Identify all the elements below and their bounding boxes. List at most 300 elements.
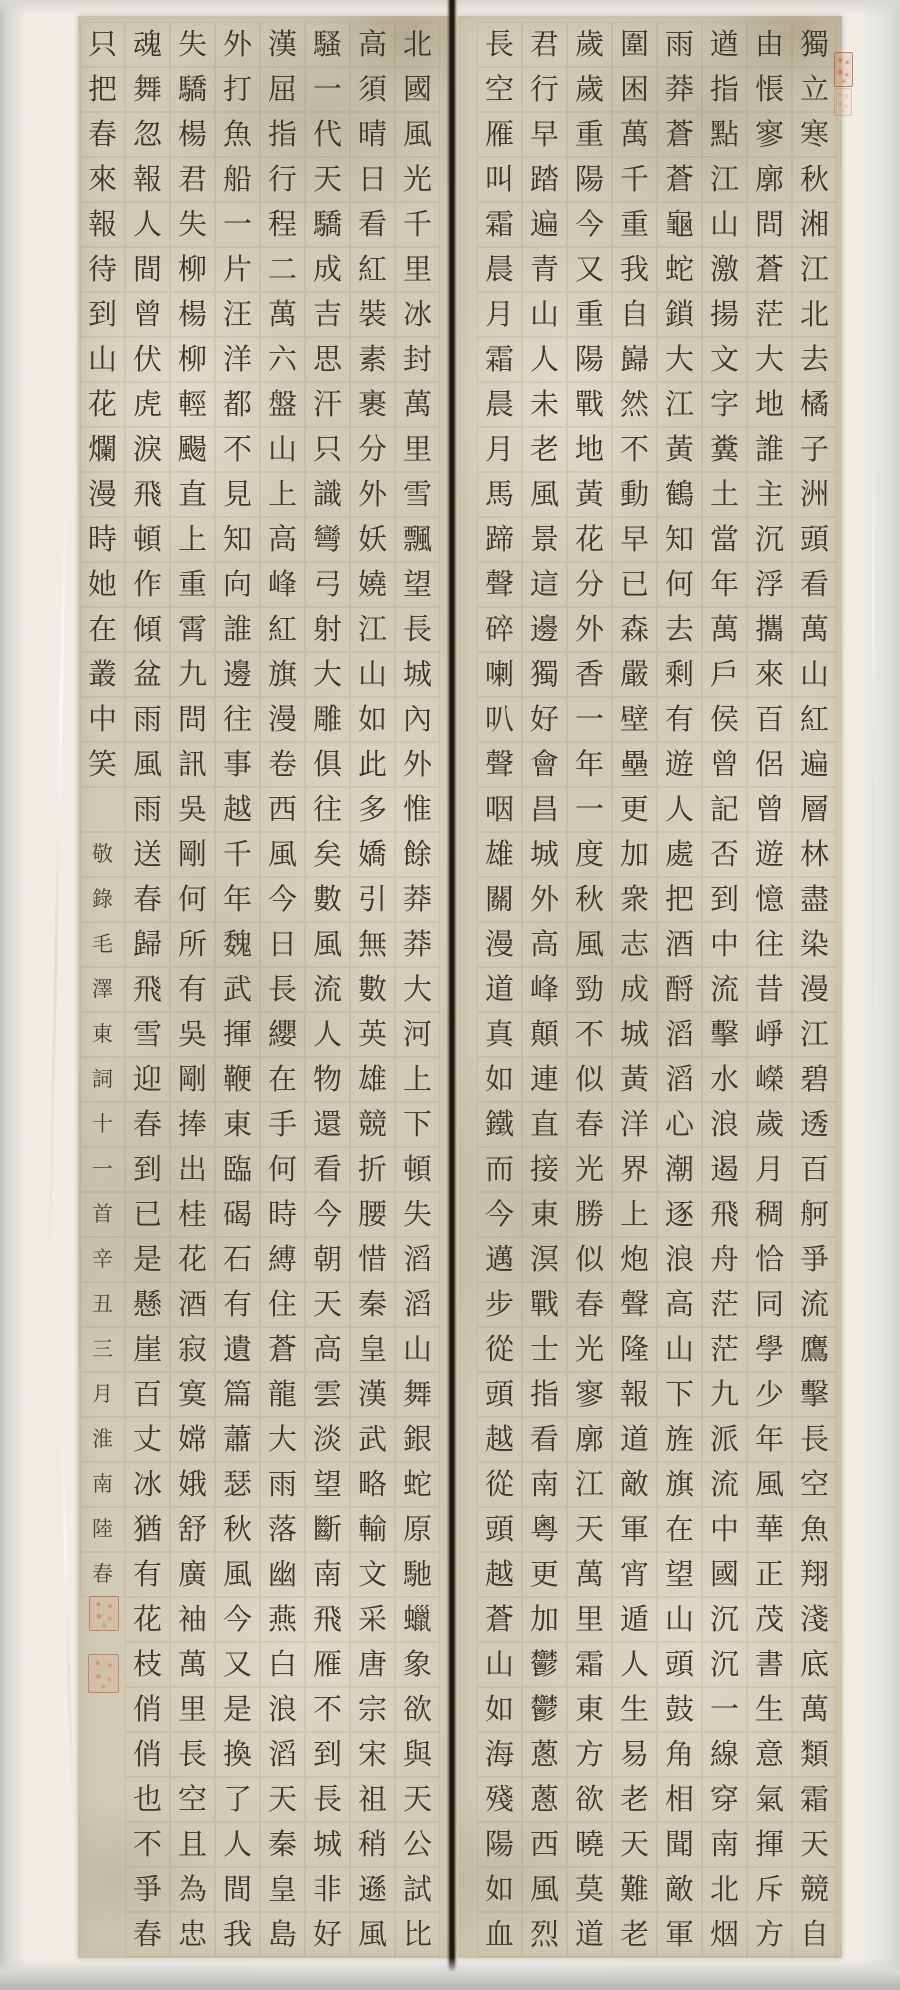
calligraphy-char: 今 [305,1192,350,1237]
calligraphy-char: 失 [170,202,215,247]
calligraphy-char: 壁 [612,697,657,742]
calligraphy-char: 空 [477,67,522,112]
calligraphy-char: 炮 [612,1237,657,1282]
calligraphy-char: 上 [612,1192,657,1237]
calligraphy-char: 咽 [477,787,522,832]
calligraphy-char: 笑 [80,742,125,787]
calligraphy-char: 稠 [747,1192,792,1237]
calligraphy-char: 歲 [567,22,612,67]
calligraphy-char: 城 [305,1822,350,1867]
calligraphy-char: 裝 [350,292,395,337]
calligraphy-char: 景 [522,517,567,562]
calligraphy-char: 風 [395,112,440,157]
calligraphy-char: 鎖 [657,292,702,337]
calligraphy-char: 輸 [350,1507,395,1552]
calligraphy-char: 天 [260,1777,305,1822]
calligraphy-char: 橘 [792,382,837,427]
calligraphy-char: 風 [305,922,350,967]
calligraphy-char: 東 [215,1102,260,1147]
calligraphy-char: 失 [395,1192,440,1237]
calligraphy-char: 萬 [260,292,305,337]
calligraphy-char: 猶 [125,1507,170,1552]
calligraphy-char: 風 [747,1462,792,1507]
calligraphy-char: 山 [792,652,837,697]
calligraphy-char: 分 [567,562,612,607]
calligraphy-char: 會 [522,742,567,787]
calligraphy-char: 手 [260,1102,305,1147]
calligraphy-char: 落 [260,1507,305,1552]
mat-crease [872,380,875,1140]
calligraphy-char: 外 [215,22,260,67]
colophon-char: 淮 [80,1417,125,1462]
calligraphy-char: 滔 [657,1057,702,1102]
calligraphy-char: 昔 [747,967,792,1012]
calligraphy-char: 空 [792,1462,837,1507]
calligraphy-char: 天 [305,1282,350,1327]
calligraphy-char: 也 [125,1777,170,1822]
calligraphy-char: 嚴 [612,652,657,697]
calligraphy-char: 國 [702,1552,747,1597]
calligraphy-char: 來 [80,157,125,202]
calligraphy-char: 忽 [125,112,170,157]
calligraphy-char: 山 [522,292,567,337]
calligraphy-char: 隆 [612,1327,657,1372]
calligraphy-char: 蒼 [260,1327,305,1372]
calligraphy-char: 纓 [260,1012,305,1057]
calligraphy-char: 爛 [80,427,125,472]
calligraphy-char: 又 [567,247,612,292]
calligraphy-char: 擊 [792,1372,837,1417]
calligraphy-char: 飄 [395,517,440,562]
calligraphy-char: 誰 [215,607,260,652]
calligraphy-char: 秦 [350,1282,395,1327]
calligraphy-char: 公 [395,1822,440,1867]
calligraphy-char: 歸 [125,922,170,967]
calligraphy-char: 袖 [170,1597,215,1642]
calligraphy-char: 非 [305,1867,350,1912]
calligraphy-char: 軍 [657,1912,702,1957]
calligraphy-char: 好 [522,697,567,742]
calligraphy-char: 風 [567,922,612,967]
calligraphy-char: 下 [657,1372,702,1417]
text-column-5 [215,22,260,1957]
calligraphy-char: 稍 [350,1822,395,1867]
calligraphy-char: 滔 [260,1732,305,1777]
calligraphy-char: 晨 [477,382,522,427]
calligraphy-char: 又 [215,1642,260,1687]
calligraphy-char: 我 [215,1912,260,1957]
calligraphy-char: 加 [612,832,657,877]
calligraphy-char: 上 [395,1057,440,1102]
calligraphy-char: 城 [395,652,440,697]
calligraphy-char: 光 [567,1327,612,1372]
calligraphy-char: 激 [702,247,747,292]
calligraphy-char: 早 [612,517,657,562]
calligraphy-char: 雄 [350,1057,395,1102]
calligraphy-char: 秦 [260,1822,305,1867]
calligraphy-char: 船 [215,157,260,202]
calligraphy-char: 龜 [657,202,702,247]
calligraphy-char: 壘 [612,742,657,787]
calligraphy-char: 年 [567,742,612,787]
calligraphy-char: 臨 [215,1147,260,1192]
mat-crease [60,1420,75,1840]
calligraphy-char: 聲 [477,742,522,787]
calligraphy-char: 江 [657,382,702,427]
calligraphy-char: 飛 [125,967,170,1012]
calligraphy-char: 浪 [260,1687,305,1732]
calligraphy-char: 殘 [477,1777,522,1822]
calligraphy-char: 換 [215,1732,260,1777]
calligraphy-char: 馬 [477,472,522,517]
calligraphy-char: 逐 [657,1192,702,1237]
calligraphy-char: 無 [350,922,395,967]
calligraphy-char: 欲 [567,1777,612,1822]
calligraphy-char: 月 [747,1147,792,1192]
calligraphy-char: 山 [395,1327,440,1372]
calligraphy-char: 陽 [567,157,612,202]
calligraphy-char: 氣 [747,1777,792,1822]
text-column-2 [747,22,792,1957]
calligraphy-char: 今 [215,1597,260,1642]
calligraphy-char: 望 [657,1552,702,1597]
calligraphy-char: 加 [522,1597,567,1642]
calligraphy-char: 去 [657,607,702,652]
calligraphy-char: 吉 [305,292,350,337]
calligraphy-char: 剛 [170,832,215,877]
calligraphy-char: 中 [702,922,747,967]
calligraphy-char: 舸 [792,1192,837,1237]
calligraphy-char: 頓 [125,517,170,562]
calligraphy-char: 何 [260,1147,305,1192]
calligraphy-char: 不 [215,427,260,472]
calligraphy-char: 長 [305,1777,350,1822]
artist-studio-seal-icon [88,1654,119,1693]
calligraphy-char: 萬 [170,1642,215,1687]
calligraphy-char: 山 [260,427,305,472]
calligraphy-char: 圍 [612,22,657,67]
calligraphy-char: 沉 [702,1642,747,1687]
calligraphy-char: 難 [612,1867,657,1912]
calligraphy-char: 楊 [170,292,215,337]
calligraphy-char: 書 [747,1642,792,1687]
calligraphy-char: 光 [567,1147,612,1192]
calligraphy-char: 角 [657,1732,702,1777]
calligraphy-char: 這 [522,562,567,607]
calligraphy-char: 里 [395,427,440,472]
calligraphy-char: 軍 [612,1507,657,1552]
calligraphy-char: 與 [395,1732,440,1777]
calligraphy-char: 頭 [657,1642,702,1687]
text-column-6 [567,22,612,1957]
colophon-char: 陸 [80,1507,125,1552]
calligraphy-char: 遒 [702,22,747,67]
calligraphy-char: 長 [395,607,440,652]
calligraphy-char: 汪 [215,292,260,337]
calligraphy-char: 淡 [305,1417,350,1462]
calligraphy-char: 只 [305,427,350,472]
calligraphy-char: 是 [215,1687,260,1732]
calligraphy-char: 爭 [125,1867,170,1912]
calligraphy-char: 越 [477,1417,522,1462]
calligraphy-char: 方 [747,1912,792,1957]
calligraphy-char: 魏 [215,922,260,967]
calligraphy-char: 宵 [612,1552,657,1597]
calligraphy-char: 茫 [702,1282,747,1327]
calligraphy-char: 不 [305,1687,350,1732]
right-scroll-panel [458,16,842,1958]
calligraphy-char: 風 [522,1867,567,1912]
calligraphy-char: 去 [792,337,837,382]
calligraphy-char: 遍 [522,202,567,247]
calligraphy-char: 江 [567,1462,612,1507]
calligraphy-char: 妖 [350,517,395,562]
calligraphy-char: 皇 [350,1327,395,1372]
calligraphy-char: 北 [702,1867,747,1912]
calligraphy-char: 往 [747,922,792,967]
calligraphy-char: 遜 [350,1867,395,1912]
calligraphy-char: 蒼 [477,1597,522,1642]
calligraphy-char: 揚 [702,292,747,337]
calligraphy-char: 問 [747,202,792,247]
calligraphy-char: 彎 [305,517,350,562]
calligraphy-char: 北 [792,292,837,337]
calligraphy-char: 東 [567,1687,612,1732]
calligraphy-char: 天 [395,1777,440,1822]
colophon-char: 南 [80,1462,125,1507]
calligraphy-char: 山 [702,202,747,247]
calligraphy-char: 送 [125,832,170,877]
calligraphy-char: 莽 [395,877,440,922]
text-column-3 [702,22,747,1957]
calligraphy-char: 人 [305,1012,350,1057]
calligraphy-char: 晨 [477,247,522,292]
text-column-8 [477,22,522,1957]
calligraphy-char: 北 [395,22,440,67]
calligraphy-char: 沉 [747,517,792,562]
calligraphy-char: 記 [702,787,747,832]
calligraphy-char: 輕 [170,382,215,427]
calligraphy-char: 萬 [567,1552,612,1597]
calligraphy-char: 當 [702,517,747,562]
calligraphy-char: 黃 [657,427,702,472]
calligraphy-char: 聞 [657,1822,702,1867]
calligraphy-char: 了 [215,1777,260,1822]
calligraphy-char: 碧 [792,1057,837,1102]
calligraphy-char: 頓 [395,1147,440,1192]
calligraphy-char: 知 [657,517,702,562]
calligraphy-char: 直 [522,1102,567,1147]
calligraphy-char: 百 [125,1372,170,1417]
calligraphy-char: 屈 [260,67,305,112]
calligraphy-char: 時 [80,517,125,562]
calligraphy-char: 淚 [125,427,170,472]
calligraphy-char: 山 [657,1597,702,1642]
calligraphy-char: 華 [747,1507,792,1552]
calligraphy-char: 迎 [125,1057,170,1102]
text-column-8 [80,22,125,1597]
calligraphy-char: 縛 [260,1237,305,1282]
calligraphy-char: 頭 [477,1372,522,1417]
calligraphy-char: 程 [260,202,305,247]
calligraphy-char: 千 [612,157,657,202]
calligraphy-char: 上 [260,472,305,517]
calligraphy-char: 困 [612,67,657,112]
calligraphy-char: 俏 [125,1687,170,1732]
calligraphy-char: 白 [260,1642,305,1687]
calligraphy-char: 所 [170,922,215,967]
calligraphy-char: 地 [747,382,792,427]
calligraphy-char: 城 [522,832,567,877]
calligraphy-char: 望 [395,562,440,607]
calligraphy-char: 淺 [792,1597,837,1642]
calligraphy-char: 望 [305,1462,350,1507]
calligraphy-char: 山 [657,1327,702,1372]
calligraphy-char: 字 [702,382,747,427]
calligraphy-char: 問 [170,697,215,742]
calligraphy-char: 誰 [747,427,792,472]
calligraphy-char: 且 [170,1822,215,1867]
calligraphy-char: 為 [170,1867,215,1912]
calligraphy-char: 青 [522,247,567,292]
calligraphy-char: 斥 [747,1867,792,1912]
calligraphy-char: 今 [477,1192,522,1237]
calligraphy-char: 烟 [702,1912,747,1957]
calligraphy-char: 似 [567,1057,612,1102]
calligraphy-char: 南 [522,1462,567,1507]
calligraphy-char: 處 [657,832,702,877]
calligraphy-char: 有 [125,1552,170,1597]
calligraphy-char: 廣 [170,1552,215,1597]
calligraphy-char: 香 [567,652,612,697]
calligraphy-char: 朝 [305,1237,350,1282]
calligraphy-char: 飛 [702,1192,747,1237]
calligraphy-char: 重 [170,562,215,607]
calligraphy-char: 俏 [125,1732,170,1777]
text-column-1 [792,22,837,1957]
colophon-char: 辛 [80,1237,125,1282]
calligraphy-char: 擊 [702,1012,747,1057]
calligraphy-char: 只 [80,22,125,67]
calligraphy-char: 然 [612,382,657,427]
calligraphy-char: 頭 [792,517,837,562]
calligraphy-char: 蹄 [477,517,522,562]
calligraphy-char: 春 [125,877,170,922]
colophon-char: 澤 [80,967,125,1012]
calligraphy-char: 漫 [260,697,305,742]
calligraphy-char: 莽 [395,922,440,967]
calligraphy-char: 滔 [657,1012,702,1057]
calligraphy-char: 萬 [702,607,747,652]
calligraphy-char: 雲 [305,1372,350,1417]
calligraphy-char: 楊 [170,112,215,157]
calligraphy-char: 行 [522,67,567,112]
calligraphy-char: 風 [522,472,567,517]
calligraphy-char: 六 [260,337,305,382]
calligraphy-char: 吳 [170,787,215,832]
calligraphy-char: 光 [395,157,440,202]
calligraphy-char: 歲 [567,67,612,112]
calligraphy-char: 長 [170,1732,215,1777]
calligraphy-char: 競 [350,1102,395,1147]
calligraphy-char: 有 [657,697,702,742]
calligraphy-char: 高 [657,1282,702,1327]
calligraphy-char: 崖 [125,1327,170,1372]
calligraphy-char: 陽 [477,1822,522,1867]
calligraphy-char: 茫 [702,1327,747,1372]
calligraphy-char: 里 [170,1687,215,1732]
calligraphy-char: 蔥 [522,1732,567,1777]
calligraphy-char: 千 [395,202,440,247]
calligraphy-char: 連 [522,1057,567,1102]
calligraphy-char: 一 [215,202,260,247]
calligraphy-char: 物 [305,1057,350,1102]
calligraphy-char: 長 [792,1417,837,1462]
calligraphy-char: 派 [702,1417,747,1462]
calligraphy-char: 勁 [567,967,612,1012]
calligraphy-char: 到 [702,877,747,922]
calligraphy-char: 武 [215,967,260,1012]
calligraphy-char: 國 [395,67,440,112]
calligraphy-char: 有 [215,1282,260,1327]
calligraphy-char: 知 [215,517,260,562]
calligraphy-char: 漫 [80,472,125,517]
calligraphy-char: 漢 [260,22,305,67]
calligraphy-char: 如 [477,1057,522,1102]
calligraphy-char: 漫 [792,967,837,1012]
calligraphy-char: 陽 [567,337,612,382]
calligraphy-char: 嫦 [170,1417,215,1462]
calligraphy-char: 少 [747,1372,792,1417]
calligraphy-char: 生 [747,1687,792,1732]
calligraphy-char: 里 [395,247,440,292]
calligraphy-char: 都 [215,382,260,427]
calligraphy-char: 遊 [657,742,702,787]
calligraphy-char: 雁 [305,1642,350,1687]
text-column-2 [350,22,395,1957]
calligraphy-char: 獨 [792,22,837,67]
calligraphy-char: 潮 [657,1147,702,1192]
calligraphy-char: 霜 [477,337,522,382]
calligraphy-char: 往 [215,697,260,742]
calligraphy-char: 正 [747,1552,792,1597]
calligraphy-char: 衆 [612,877,657,922]
calligraphy-char: 是 [125,1237,170,1282]
calligraphy-char: 看 [305,1147,350,1192]
calligraphy-char: 戰 [522,1282,567,1327]
calligraphy-char: 紅 [792,697,837,742]
calligraphy-char: 間 [125,247,170,292]
calligraphy-char: 流 [702,1462,747,1507]
calligraphy-char: 略 [350,1462,395,1507]
artist-name-seal-icon [89,1596,119,1631]
calligraphy-char: 如 [350,697,395,742]
calligraphy-char: 流 [792,1282,837,1327]
calligraphy-char: 曾 [702,742,747,787]
calligraphy-char: 戰 [567,382,612,427]
calligraphy-char: 風 [350,1912,395,1957]
calligraphy-char: 酒 [657,922,702,967]
calligraphy-char: 春 [125,1912,170,1957]
calligraphy-char: 大 [747,337,792,382]
calligraphy-char: 文 [702,337,747,382]
calligraphy-char: 九 [170,652,215,697]
calligraphy-char: 如 [477,1867,522,1912]
calligraphy-char: 飛 [125,472,170,517]
calligraphy-char: 學 [747,1327,792,1372]
calligraphy-char: 叢 [80,652,125,697]
calligraphy-char: 海 [477,1732,522,1777]
